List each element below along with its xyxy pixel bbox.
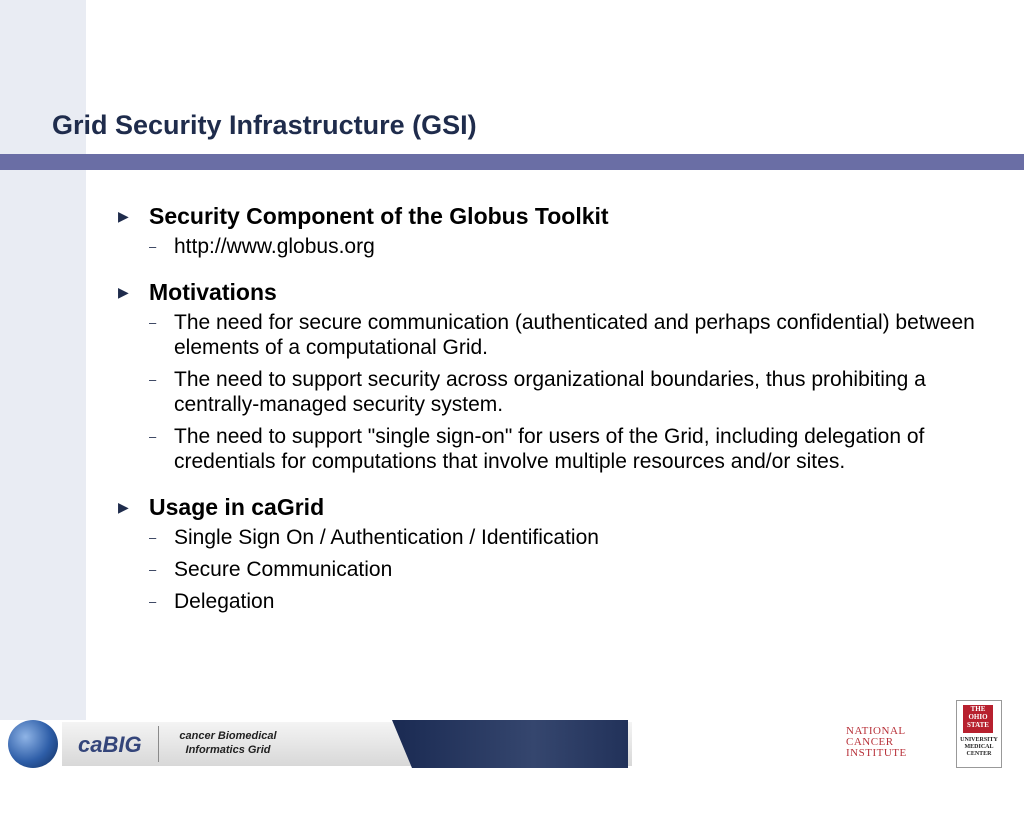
bullet-block: [118, 201, 998, 259]
bullet-block: [118, 492, 998, 614]
triangle-right-icon: ▶: [118, 208, 129, 224]
bullet-heading: Usage in caGrid: [149, 494, 325, 520]
cabig-subtitle: [168, 729, 288, 757]
bullet-item: [118, 277, 998, 308]
bullet-item: [118, 201, 998, 232]
sub-bullet-item: [149, 367, 998, 417]
triangle-right-icon: ▶: [118, 499, 129, 515]
osu-text-line: MEDICAL: [964, 744, 994, 750]
nci-logo-line: NATIONAL: [846, 725, 906, 737]
slide-content: [118, 201, 998, 632]
sub-bullet-list: [149, 234, 998, 259]
sub-bullet-item: [149, 424, 998, 474]
cabig-logo: caBIG: [78, 732, 142, 757]
sub-bullet-text: The need for secure communication (authenticated and perhaps confidential) between elements of a computational Grid.: [174, 311, 975, 359]
osu-text: [959, 737, 999, 758]
osu-seal-line: STATE: [967, 721, 989, 729]
sub-bullet-item: [149, 310, 998, 360]
bullet-item: [118, 492, 998, 523]
nci-logo-line: INSTITUTE: [846, 747, 907, 759]
nci-logo: [846, 726, 908, 759]
sub-bullet-item: [149, 234, 998, 259]
dash-icon: –: [149, 429, 157, 444]
footer-dark-panel: [392, 720, 628, 768]
slide-footer: [0, 705, 1024, 768]
dash-icon: –: [149, 315, 157, 330]
sub-bullet-text: Secure Communication: [174, 558, 393, 581]
sub-bullet-item: [149, 557, 998, 582]
sub-bullet-text: The need to support security across organizational boundaries, thus prohibiting a centrally-managed security system.: [174, 368, 926, 416]
dash-icon: –: [149, 372, 157, 387]
sub-bullet-text: The need to support "single sign-on" for users of the Grid, including delegation of credentials for computations that involve multiple resources and/or sites.: [174, 425, 925, 473]
sub-bullet-item: [149, 525, 998, 550]
osu-text-line: UNIVERSITY: [960, 737, 998, 743]
osu-medical-center-logo: [956, 700, 1002, 768]
sub-bullet-text: Single Sign On / Authentication / Identification: [174, 526, 599, 549]
bullet-block: [118, 277, 998, 474]
left-decorative-strip: [0, 0, 86, 720]
osu-seal-line: OHIO: [968, 713, 988, 721]
sub-bullet-text: Delegation: [174, 590, 275, 613]
slide-title: Grid Security Infrastructure (GSI): [52, 110, 477, 140]
bullet-heading: Security Component of the Globus Toolkit: [149, 203, 609, 229]
title-rule: [0, 154, 1024, 170]
globe-icon: [8, 720, 58, 768]
osu-seal-line: THE: [970, 705, 986, 713]
cabig-subtitle-line: cancer Biomedical: [179, 730, 277, 742]
sub-bullet-item: [149, 589, 998, 614]
osu-seal: [963, 705, 993, 733]
sub-bullet-list: [149, 310, 998, 474]
osu-text-line: CENTER: [966, 751, 992, 757]
dash-icon: –: [149, 239, 157, 254]
triangle-right-icon: ▶: [118, 284, 129, 300]
dash-icon: –: [149, 530, 157, 545]
cabig-subtitle-line: Informatics Grid: [185, 744, 271, 756]
logo-divider: [158, 726, 159, 762]
sub-bullet-list: [149, 525, 998, 614]
dash-icon: –: [149, 594, 157, 609]
globus-link[interactable]: http://www.globus.org: [174, 235, 375, 258]
bullet-heading: Motivations: [149, 279, 277, 305]
nci-logo-line: CANCER: [846, 736, 894, 748]
dash-icon: –: [149, 562, 157, 577]
